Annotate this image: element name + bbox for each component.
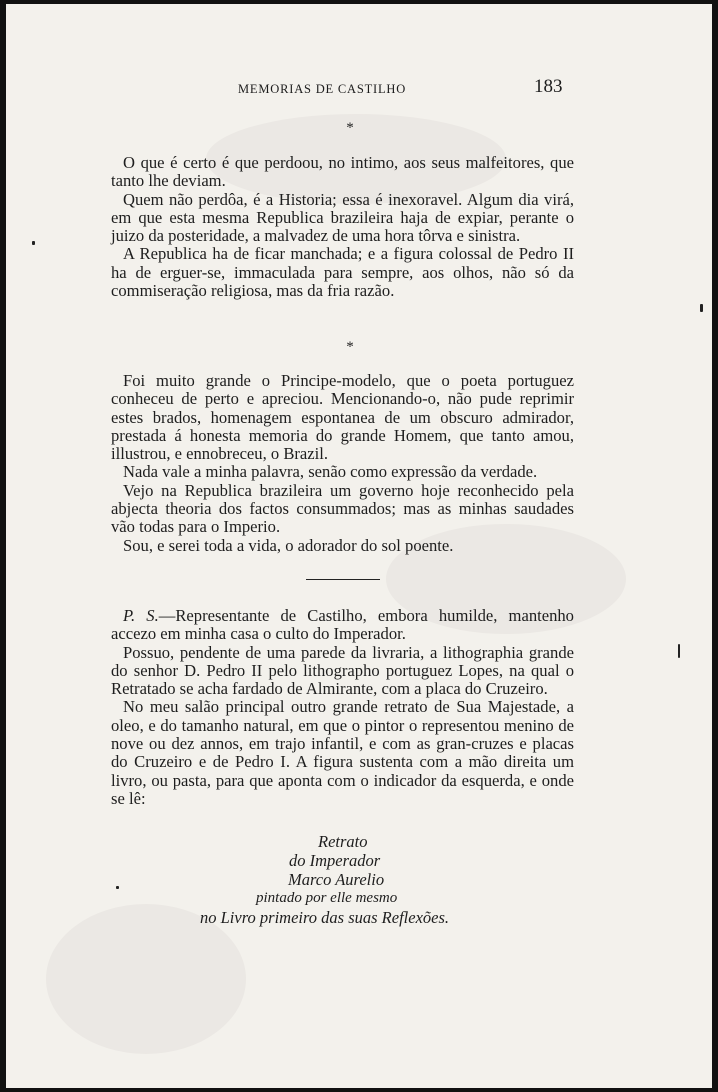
paragraph: Nada vale a minha palavra, senão como expressão da verdade. — [123, 462, 538, 482]
section-2-body — [111, 372, 574, 555]
running-title: MEMORIAS DE CASTILHO — [238, 82, 407, 96]
postscript-body — [111, 607, 574, 808]
postscript-label: P. S. — [123, 606, 159, 625]
section-separator-asterisk — [6, 120, 712, 137]
paragraph: A Republica ha de ficar manchada; e a figura colossal de Pedro II ha de erguer-se, immaculada para sempre, aos olhos, não só da commiseração religiosa, mas da fria razão. — [111, 244, 574, 301]
asterisk-1: * — [346, 120, 354, 136]
ink-speck — [678, 644, 680, 658]
ink-speck — [116, 886, 119, 889]
portrait-inscription — [156, 832, 536, 927]
inscription-line: Retrato — [318, 832, 368, 851]
paragraph: No meu salão principal outro grande retrato de Sua Majestade, a oleo, e do tamanho natural, em que o pintor o representou menino de nove ou dez annos, em trajo infantil, e com as gran-cruzes e placas do Cruzeiro e de Pedro I. A figura sustenta com a mão direita um livro, ou pasta, para que aponta com o indicador da esquerda, e onde se lê: — [111, 697, 574, 808]
book-page — [6, 4, 712, 1088]
inscription-line: no Livro primeiro das suas Reflexões. — [200, 908, 450, 927]
inscription-line: Marco Aurelio — [288, 870, 385, 889]
page-header — [6, 76, 712, 100]
asterisk-2: * — [346, 339, 354, 355]
paragraph: Foi muito grande o Principe-modelo, que o poeta portuguez conheceu de perto e apreciou. Mencionando-o, não pude reprimir estes brados, homenagem espontanea de um obscuro admirador, prestada á honesta memoria do grande Homem, que tanto amou, illustrou, e ennobreceu, o Brazil. — [111, 371, 574, 464]
paragraph: Possuo, pendente de uma parede da livraria, a lithographia grande do senhor D. Pedro II pelo lithographo portuguez Lopes, na qual o Retratado se acha fardado de Almirante, com a placa do Cruzeiro. — [111, 642, 574, 699]
paragraph: Vejo na Republica brazileira um governo hoje reconhecido pela abjecta theoria dos factos consummados; mas as minhas saudades vão todas para o Imperio. — [111, 480, 574, 537]
paragraph: Quem não perdôa, é a Historia; essa é inexoravel. Algum dia virá, em que esta mesma Republica brazileira haja de expiar, perante o juizo da posteridade, a malvadez de uma hora tôrva e sinistra. — [111, 189, 574, 246]
ink-speck — [32, 241, 35, 245]
postscript-first-paragraph — [111, 607, 574, 644]
horizontal-rule — [306, 579, 380, 580]
ink-speck — [700, 304, 703, 312]
section-separator-asterisk — [6, 339, 712, 356]
page-number: 183 — [534, 76, 563, 97]
postscript-text: —Representante de Castilho, embora humilde, mantenho accezo em minha casa o culto do Imperador. — [111, 606, 574, 644]
inscription-line: do Imperador — [289, 851, 381, 870]
section-1-body — [111, 154, 574, 300]
inscription-line: pintado por elle mesmo — [256, 890, 398, 906]
paragraph: Sou, e serei toda a vida, o adorador do sol poente. — [123, 535, 454, 555]
paragraph: O que é certo é que perdoou, no intimo, aos seus malfeitores, que tanto lhe deviam. — [111, 153, 574, 191]
